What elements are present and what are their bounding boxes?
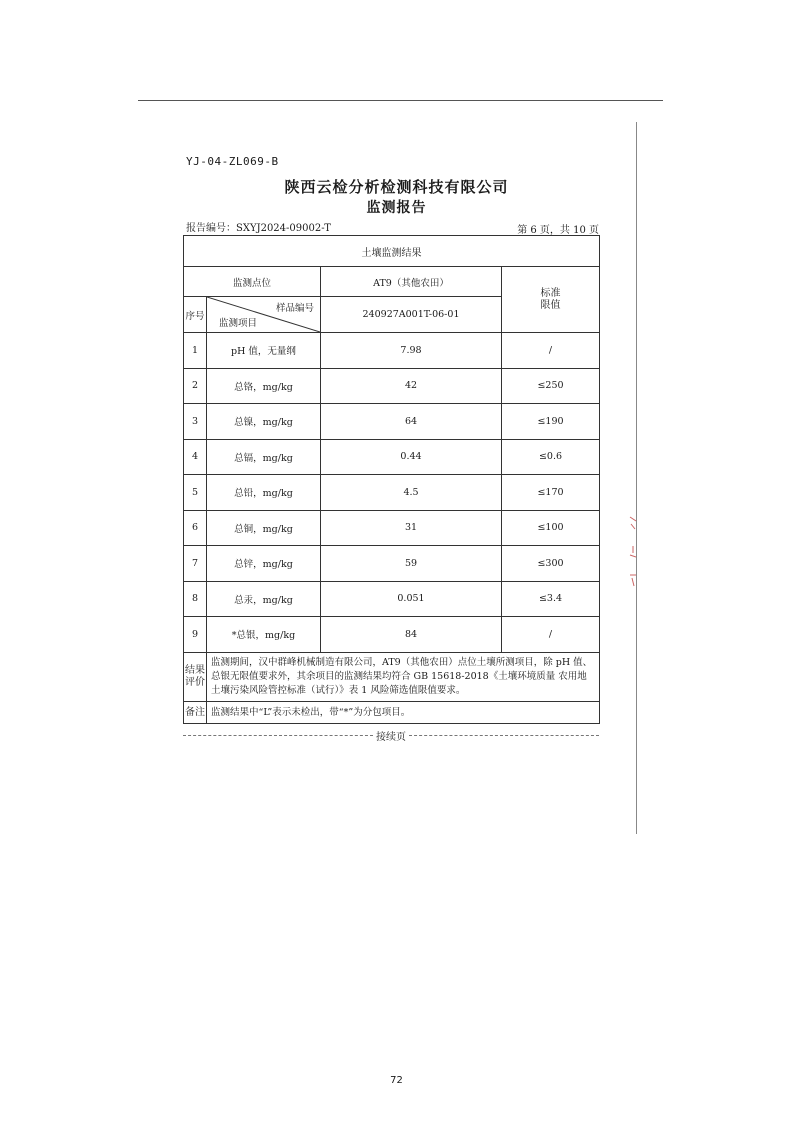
cell-value: 0.051 (321, 581, 502, 617)
cell-value: 59 (321, 546, 502, 582)
doc-id: YJ-04-ZL069-B (186, 155, 279, 168)
table-row (184, 617, 600, 653)
header-rule (138, 100, 663, 101)
cell-value: 84 (321, 617, 502, 653)
table-row (184, 439, 600, 475)
section-title: 土壤监测结果 (184, 236, 600, 267)
cell-value: 64 (321, 404, 502, 440)
company-name: 陕西云检分析检测科技有限公司 (284, 178, 509, 196)
cell-limit: ≤300 (502, 546, 600, 582)
page-info: 第 6 页，共 10 页 (517, 225, 599, 236)
cell-limit: ≤190 (502, 404, 600, 440)
cell-limit: ≤0.6 (502, 439, 600, 475)
cell-item: 总镍，mg/kg (207, 404, 321, 440)
page-number: 72 (390, 1075, 403, 1086)
cell-item: 总汞，mg/kg (207, 581, 321, 617)
cell-item: *总银，mg/kg (207, 617, 321, 653)
soil-results-table (183, 235, 600, 724)
cell-limit: / (502, 333, 600, 369)
cell-no: 5 (184, 475, 207, 511)
seam-stamp-fragment (628, 515, 638, 531)
table-row (184, 546, 600, 582)
cell-item: 总镉，mg/kg (207, 439, 321, 475)
point-value: AT9（其他农田） (321, 267, 502, 297)
table-row (184, 475, 600, 511)
cell-no: 1 (184, 333, 207, 369)
cell-no: 8 (184, 581, 207, 617)
remark-label: 备注 (184, 702, 207, 724)
cell-limit: ≤170 (502, 475, 600, 511)
cell-item: pH 值，无量纲 (207, 333, 321, 369)
cell-no: 2 (184, 368, 207, 404)
cell-value: 4.5 (321, 475, 502, 511)
continued-text: 接续页 (376, 732, 406, 743)
cell-item: 总铜，mg/kg (207, 510, 321, 546)
cell-limit: / (502, 617, 600, 653)
item-label: 监测项目 (219, 318, 258, 329)
seam-stamp-fragment (628, 545, 638, 561)
cell-no: 9 (184, 617, 207, 653)
cell-item: 总铬，mg/kg (207, 368, 321, 404)
conclusion-text: 监测期间，汉中群峰机械制造有限公司，AT9（其他农田）点位土壤所测项目，除 pH 值、总银无限值要求外，其余项目的监测结果均符合 GB 15618-2018《土壤环境质量 农用地土壤污染风险管控标准（试行）》表 1 风险筛选值限值要求。 (207, 652, 600, 702)
table-row (184, 404, 600, 440)
cell-limit: ≤3.4 (502, 581, 600, 617)
sample-label: 样品编号 (275, 303, 314, 314)
report-number: 报告编号：SXYJ2024-09002-T (186, 223, 331, 234)
result-rows (184, 333, 600, 653)
cell-item: 总铅，mg/kg (207, 475, 321, 511)
cell-no: 4 (184, 439, 207, 475)
point-label: 监测点位 (184, 267, 321, 297)
conclusion-label: 结果 评价 (184, 652, 207, 702)
cell-value: 0.44 (321, 439, 502, 475)
continued-line (183, 728, 599, 742)
report-title: 监测报告 (366, 200, 427, 216)
table-row (184, 510, 600, 546)
table-row (184, 581, 600, 617)
table-row (184, 368, 600, 404)
cell-limit: ≤250 (502, 368, 600, 404)
seq-label: 序号 (184, 297, 207, 333)
cell-value: 7.98 (321, 333, 502, 369)
cell-value: 31 (321, 510, 502, 546)
remark-text: 监测结果中“L”表示未检出，带“*”为分包项目。 (207, 702, 600, 724)
cell-value: 42 (321, 368, 502, 404)
seam-line (636, 122, 637, 834)
cell-no: 7 (184, 546, 207, 582)
cell-limit: ≤100 (502, 510, 600, 546)
cell-item: 总锌，mg/kg (207, 546, 321, 582)
standard-label: 标准 限值 (502, 267, 600, 333)
diagonal-header (207, 297, 321, 333)
table-row (184, 333, 600, 369)
cell-no: 3 (184, 404, 207, 440)
seam-stamp-fragment (628, 572, 638, 588)
cell-no: 6 (184, 510, 207, 546)
sample-value: 240927A001T-06-01 (321, 297, 502, 333)
